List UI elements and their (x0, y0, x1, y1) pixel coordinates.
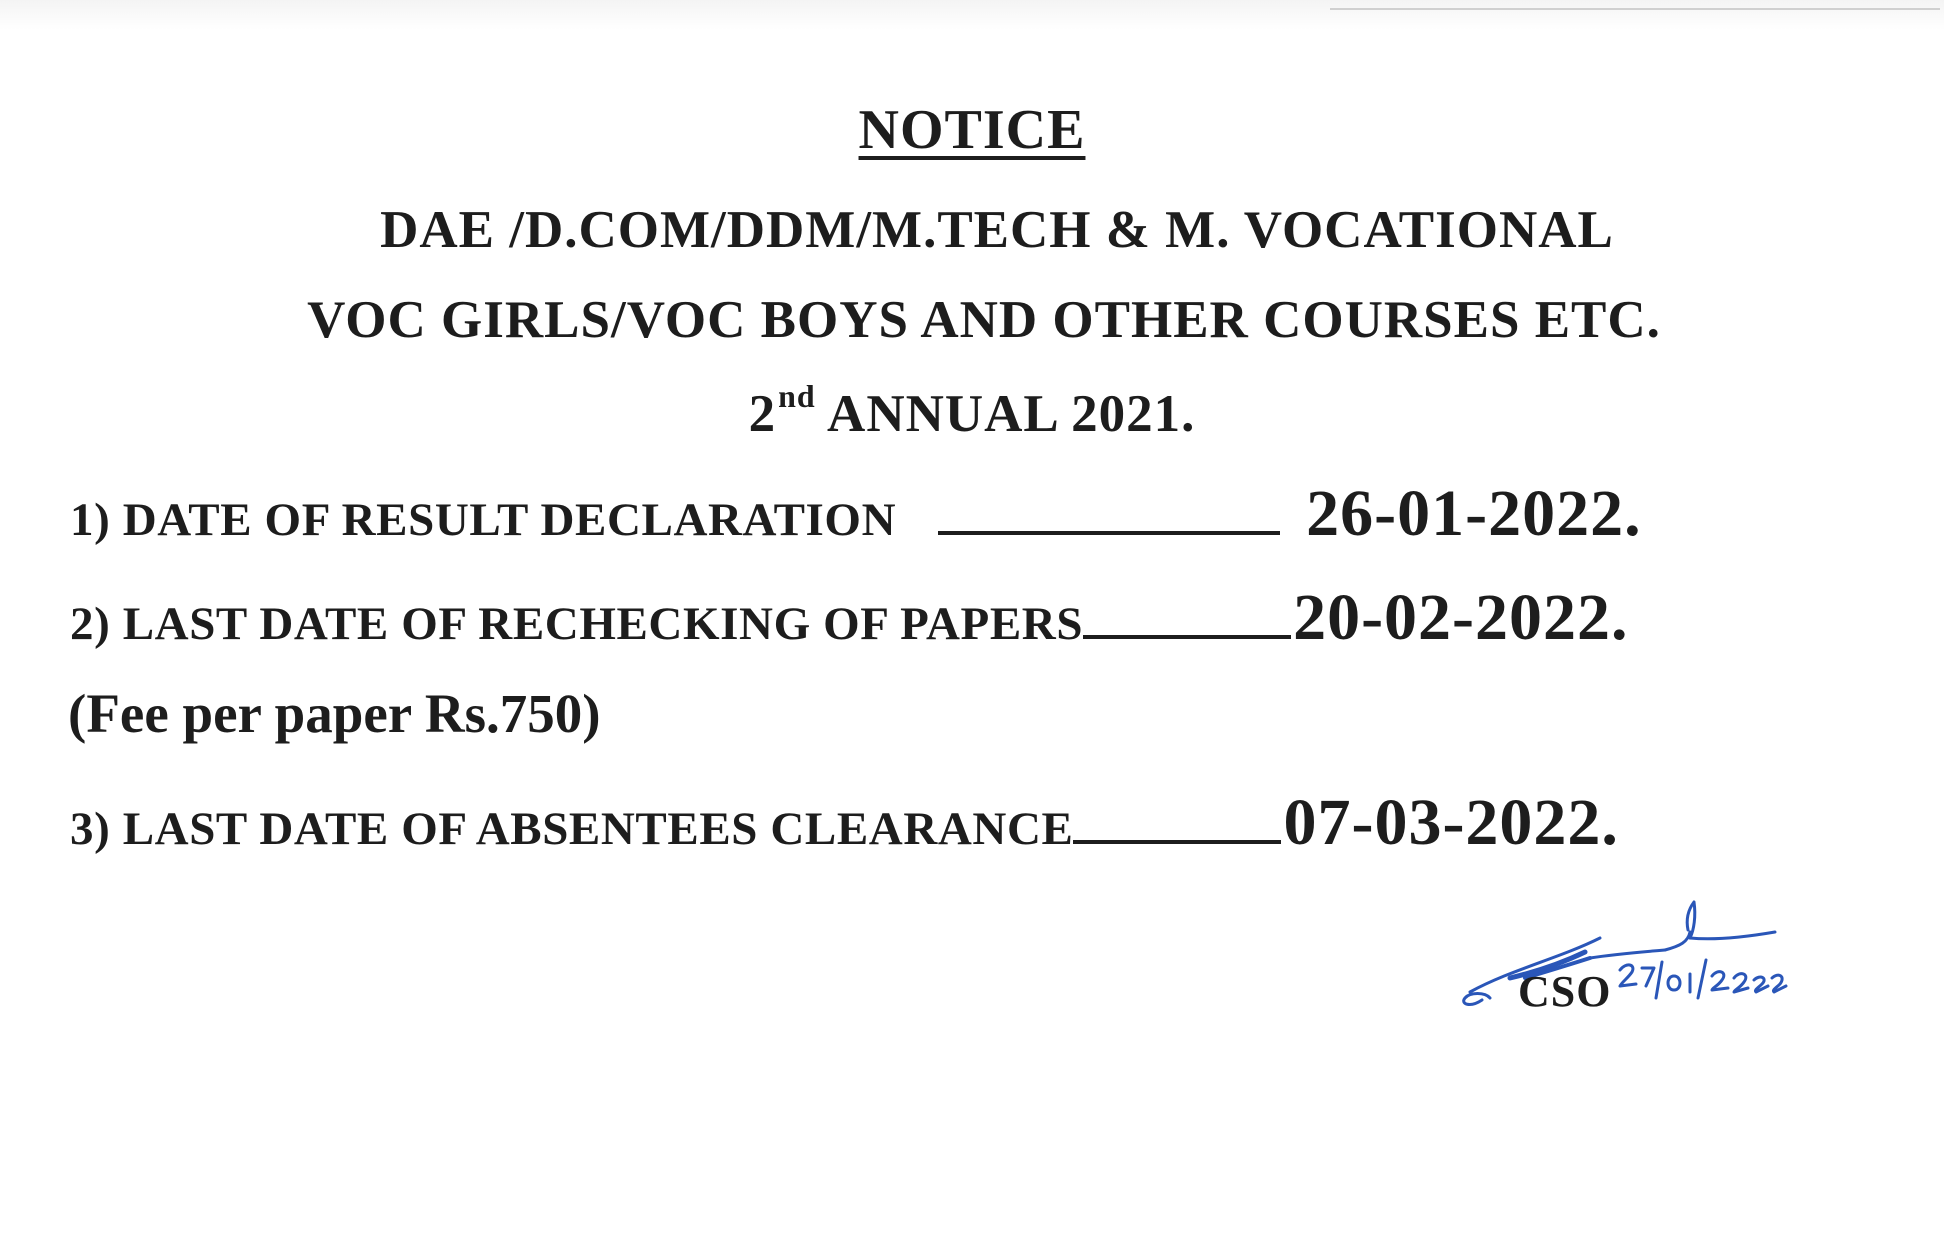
scan-artifact-line (1330, 8, 1940, 10)
fee-note: (Fee per paper Rs.750) (68, 683, 601, 744)
leader-line (938, 495, 1280, 535)
handwritten-signature (1450, 880, 1830, 1040)
item-label: 3) LAST DATE OF ABSENTEES CLEARANCE (70, 803, 1074, 855)
item-absentees-clearance (70, 785, 1619, 861)
item-result-declaration (70, 476, 1642, 552)
exam-number: 2 (748, 385, 777, 443)
subtitle-line-2: VOC GIRLS/VOC BOYS AND OTHER COURSES ETC. (307, 291, 1661, 349)
item-date: 20-02-2022. (1293, 581, 1629, 654)
exam-ordinal-suffix: nd (778, 378, 816, 414)
item-label: 2) LAST DATE OF RECHECKING OF PAPERS (70, 598, 1084, 650)
item-rechecking-deadline (70, 580, 1629, 656)
exam-session-rest: ANNUAL 2021. (815, 385, 1196, 443)
exam-session (0, 378, 1944, 444)
item-date: 07-03-2022. (1283, 786, 1619, 859)
item-date: 26-01-2022. (1306, 477, 1642, 550)
leader-line (1083, 599, 1291, 639)
notice-title: NOTICE (858, 99, 1086, 161)
item-label: 1) DATE OF RESULT DECLARATION (70, 494, 897, 546)
leader-line (1073, 804, 1281, 844)
signatory-designation: CSO (1518, 967, 1612, 1016)
scan-edge-shadow (0, 0, 1944, 30)
subtitle-line-1: DAE /D.COM/DDM/M.TECH & M. VOCATIONAL (380, 201, 1614, 259)
